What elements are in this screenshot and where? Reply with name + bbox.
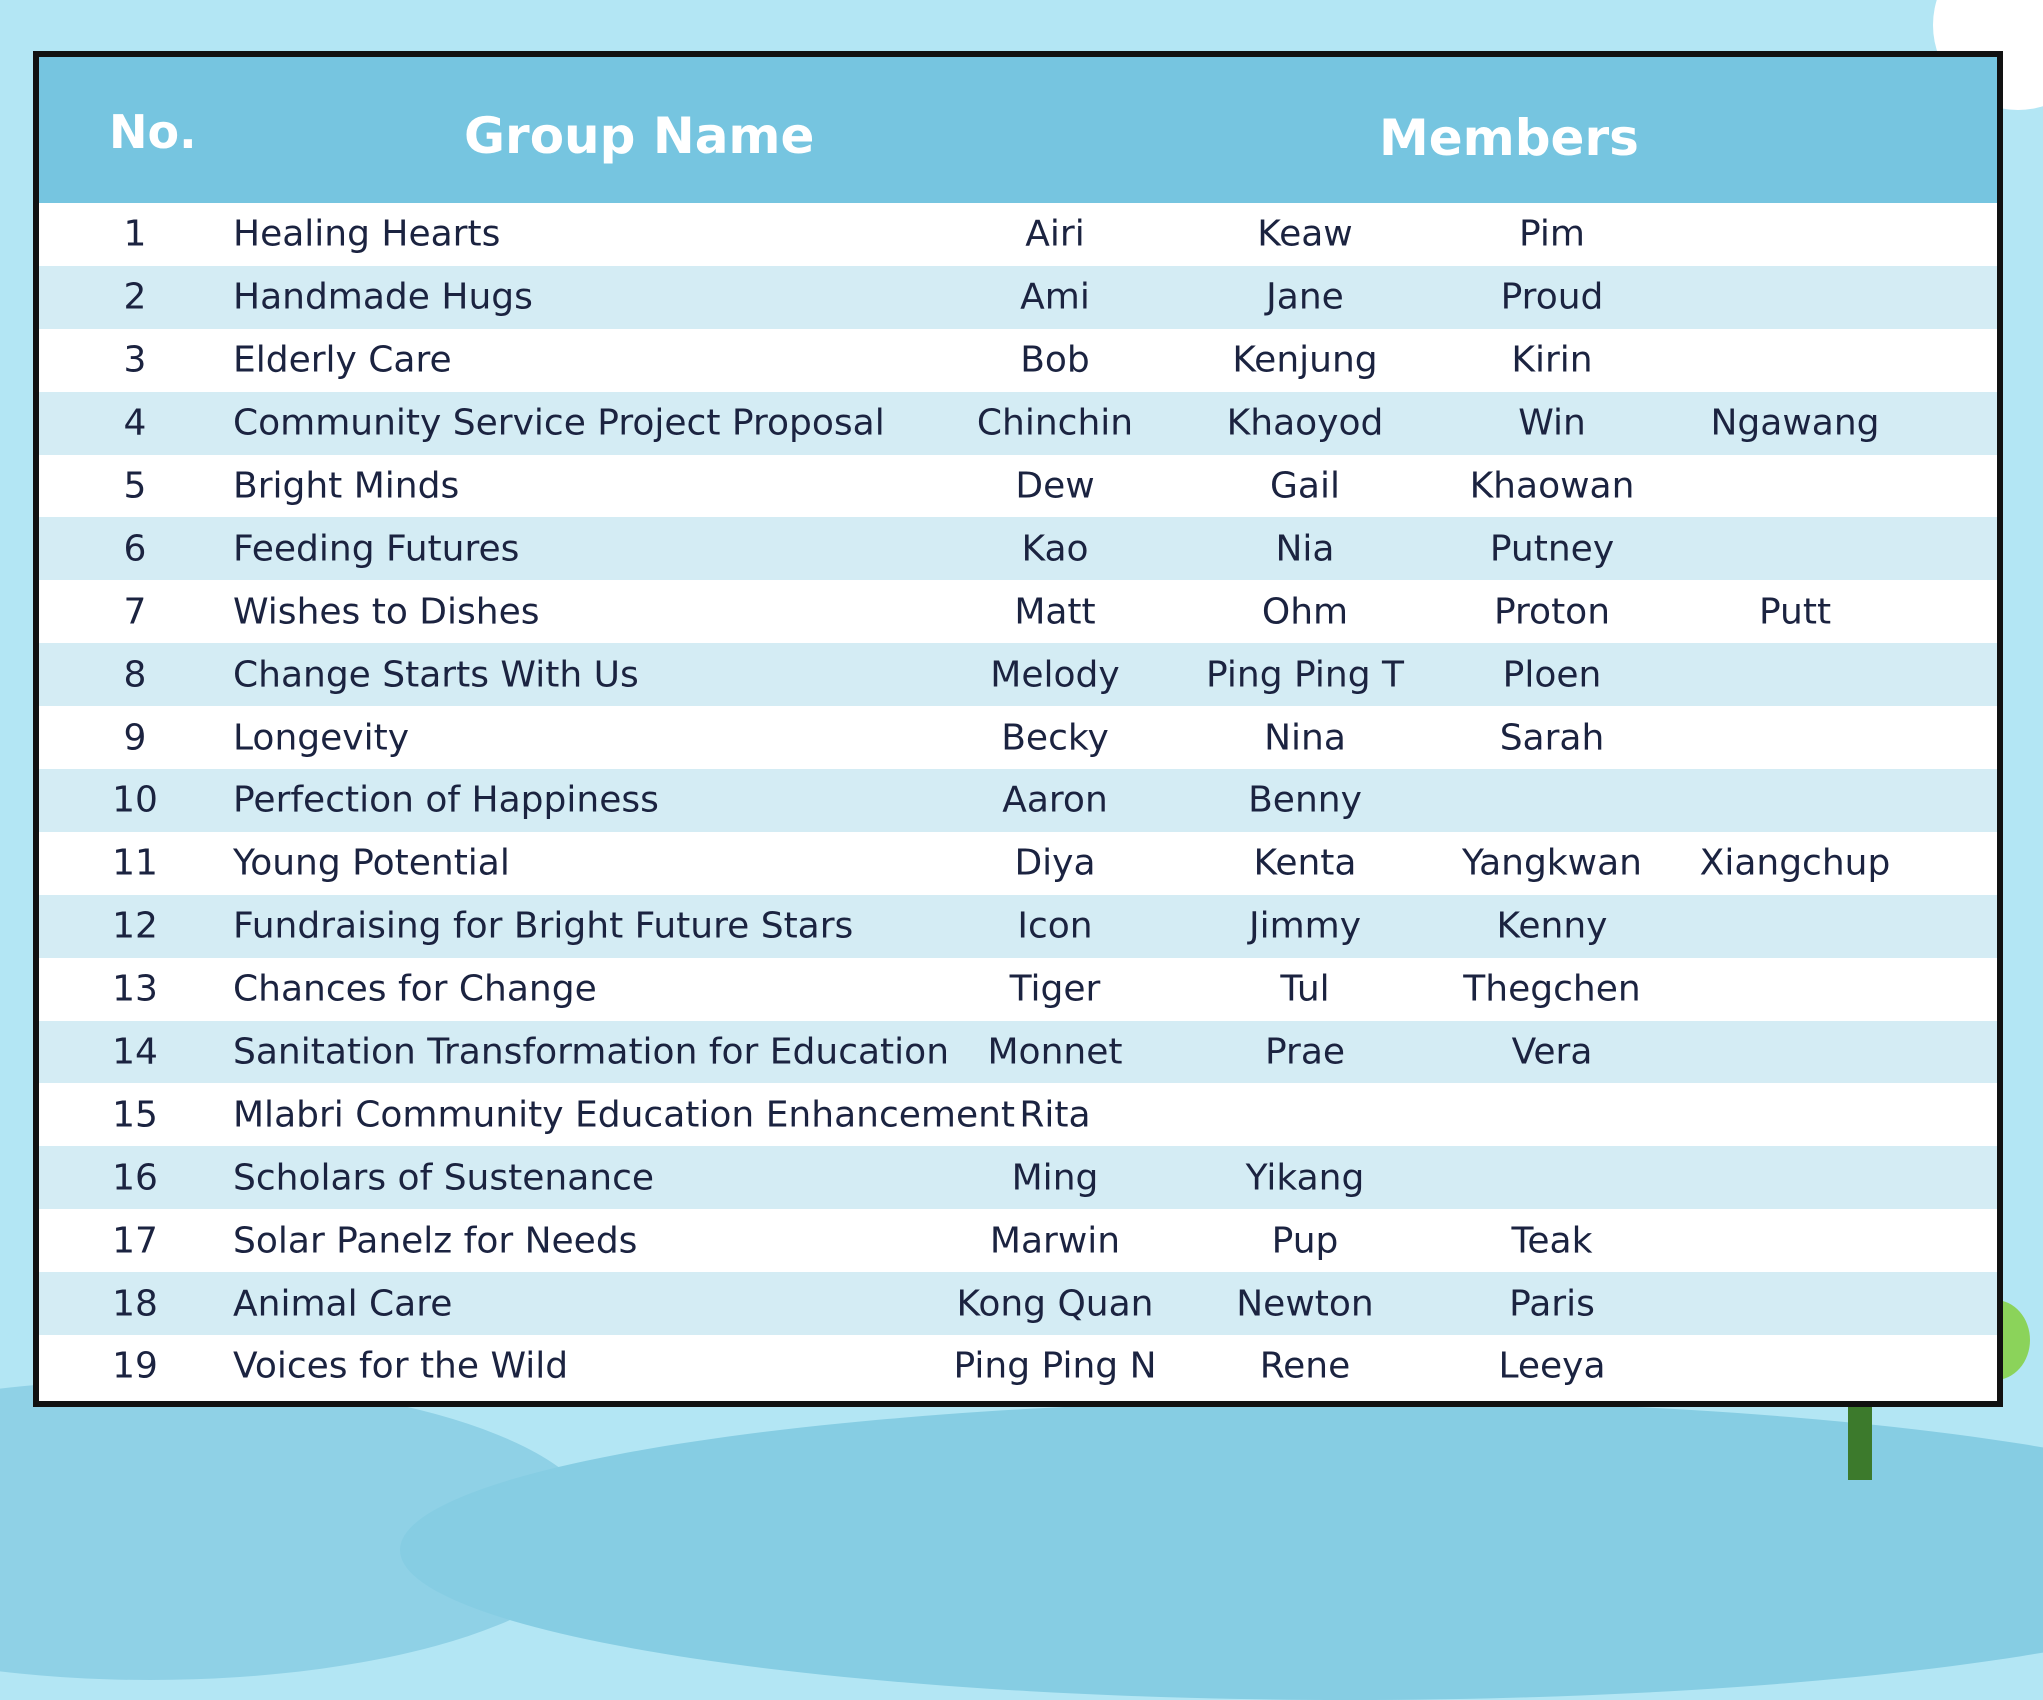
member-cell: Aaron: [1002, 779, 1108, 821]
member-cell: Gail: [1270, 465, 1340, 507]
table-row: [39, 1209, 1997, 1272]
member-cell: Kao: [1021, 528, 1089, 570]
member-cell: Becky: [1001, 717, 1109, 759]
group-name-cell: Elderly Care: [233, 339, 452, 381]
group-name-cell: Mlabri Community Education Enhancement: [233, 1094, 1016, 1136]
table-row: [39, 832, 1997, 895]
group-name-cell: Solar Panelz for Needs: [233, 1220, 638, 1262]
table-row: [39, 517, 1997, 580]
member-cell: Prae: [1264, 1031, 1346, 1073]
group-name-cell: Fundraising for Bright Future Stars: [233, 905, 854, 947]
group-name-cell: Perfection of Happiness: [233, 779, 659, 821]
row-number: 11: [112, 842, 158, 884]
row-number: 5: [123, 465, 147, 507]
group-name-cell: Sanitation Transformation for Education: [233, 1031, 950, 1073]
member-cell: Monnet: [987, 1031, 1123, 1073]
row-number: 4: [123, 402, 147, 444]
header-no: No.: [109, 105, 197, 159]
member-cell: Teak: [1511, 1220, 1593, 1262]
row-number: 15: [112, 1094, 158, 1136]
member-cell: Dew: [1015, 465, 1095, 507]
row-number: 17: [112, 1220, 158, 1262]
table-row: [39, 1272, 1997, 1335]
member-cell: Putney: [1489, 528, 1615, 570]
table-row: [39, 392, 1997, 455]
member-cell: Khaowan: [1469, 465, 1635, 507]
group-name-cell: Healing Hearts: [233, 213, 501, 255]
table-header: [39, 57, 1997, 203]
table-row: [39, 1021, 1997, 1084]
member-cell: Benny: [1248, 779, 1362, 821]
member-cell: Icon: [1017, 905, 1093, 947]
group-name-cell: Voices for the Wild: [233, 1345, 569, 1387]
group-name-cell: Young Potential: [233, 842, 510, 884]
member-cell: Kenjung: [1232, 339, 1378, 381]
group-name-cell: Feeding Futures: [233, 528, 520, 570]
table-row: [39, 895, 1997, 958]
row-number: 19: [112, 1345, 158, 1387]
member-cell: Ngawang: [1710, 402, 1880, 444]
row-number: 12: [112, 905, 158, 947]
group-name-cell: Community Service Project Proposal: [233, 402, 885, 444]
member-cell: Xiangchup: [1699, 842, 1891, 884]
table-row: [39, 706, 1997, 769]
member-cell: Nia: [1275, 528, 1335, 570]
member-cell: Nina: [1264, 717, 1346, 759]
member-cell: Jane: [1266, 276, 1344, 318]
member-cell: Tiger: [1009, 968, 1101, 1010]
member-cell: Tul: [1280, 968, 1330, 1010]
group-name-cell: Wishes to Dishes: [233, 591, 540, 633]
member-cell: Pim: [1519, 213, 1585, 255]
group-name-cell: Handmade Hugs: [233, 276, 533, 318]
member-cell: Ohm: [1261, 591, 1349, 633]
row-number: 1: [123, 213, 147, 255]
member-cell: Bob: [1020, 339, 1090, 381]
table-body: [39, 203, 1997, 1398]
row-number: 7: [123, 591, 147, 633]
row-number: 9: [123, 717, 147, 759]
table-row: [39, 266, 1997, 329]
row-number: 2: [123, 276, 147, 318]
member-cell: Rita: [1019, 1094, 1091, 1136]
member-cell: Newton: [1236, 1283, 1374, 1325]
row-number: 16: [112, 1157, 158, 1199]
group-name-cell: Chances for Change: [233, 968, 597, 1010]
row-number: 18: [112, 1283, 158, 1325]
table-row: [39, 1146, 1997, 1209]
table-row: [39, 203, 1997, 266]
member-cell: Ming: [1011, 1157, 1099, 1199]
member-cell: Kong Quan: [956, 1283, 1154, 1325]
member-cell: Marwin: [989, 1220, 1121, 1262]
member-cell: Putt: [1758, 591, 1832, 633]
table-row: [39, 455, 1997, 518]
member-cell: Kirin: [1511, 339, 1593, 381]
member-cell: Yangkwan: [1462, 842, 1642, 884]
member-cell: Ami: [1020, 276, 1090, 318]
table-row: [39, 1083, 1997, 1146]
row-number: 3: [123, 339, 147, 381]
table-row: [39, 643, 1997, 706]
member-cell: Khaoyod: [1226, 402, 1384, 444]
member-cell: Vera: [1511, 1031, 1593, 1073]
table-row: [39, 1335, 1997, 1398]
member-cell: Paris: [1509, 1283, 1595, 1325]
member-cell: Diya: [1014, 842, 1096, 884]
member-cell: Kenta: [1253, 842, 1357, 884]
table-row: [39, 769, 1997, 832]
member-cell: Yikang: [1245, 1157, 1365, 1199]
row-number: 10: [112, 779, 158, 821]
member-cell: Leeya: [1498, 1345, 1606, 1387]
member-cell: Keaw: [1257, 213, 1353, 255]
member-cell: Ploen: [1502, 654, 1602, 696]
member-cell: Sarah: [1499, 717, 1605, 759]
member-cell: Pup: [1271, 1220, 1339, 1262]
group-name-cell: Change Starts With Us: [233, 654, 639, 696]
table-row: [39, 958, 1997, 1021]
group-name-cell: Bright Minds: [233, 465, 460, 507]
background-wave: [400, 1400, 2043, 1700]
member-cell: Win: [1518, 402, 1586, 444]
header-group-name: Group Name: [464, 107, 815, 165]
group-name-cell: Scholars of Sustenance: [233, 1157, 655, 1199]
row-number: 14: [112, 1031, 158, 1073]
row-number: 13: [112, 968, 158, 1010]
member-cell: Airi: [1025, 213, 1085, 255]
member-cell: Ping Ping N: [953, 1345, 1157, 1387]
member-cell: Jimmy: [1248, 905, 1362, 947]
header-members: Members: [1379, 109, 1639, 167]
row-number: 6: [123, 528, 147, 570]
table-row: [39, 580, 1997, 643]
member-cell: Proud: [1500, 276, 1604, 318]
member-cell: Rene: [1259, 1345, 1351, 1387]
member-cell: Proton: [1493, 591, 1611, 633]
group-name-cell: Animal Care: [233, 1283, 453, 1325]
group-table: [33, 51, 2003, 1407]
member-cell: Chinchin: [976, 402, 1134, 444]
member-cell: Kenny: [1496, 905, 1608, 947]
member-cell: Ping Ping T: [1205, 654, 1405, 696]
member-cell: Melody: [990, 654, 1120, 696]
member-cell: Thegchen: [1463, 968, 1641, 1010]
group-name-cell: Longevity: [233, 717, 409, 759]
row-number: 8: [123, 654, 147, 696]
member-cell: Matt: [1014, 591, 1096, 633]
table-row: [39, 329, 1997, 392]
